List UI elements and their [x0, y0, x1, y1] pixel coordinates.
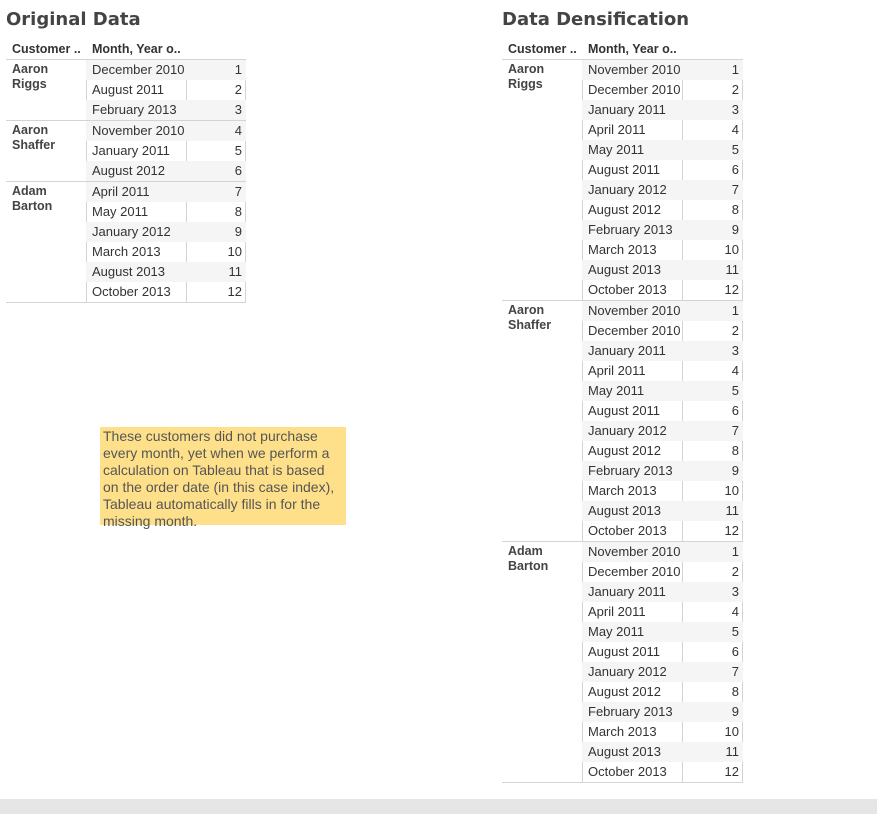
table-row[interactable] [582, 401, 743, 421]
customer-last-name: Riggs [508, 77, 543, 91]
customer-first-name: Adam [508, 544, 543, 558]
month-cell: November 2010 [588, 303, 681, 318]
table-row[interactable] [86, 262, 246, 282]
original-table-body [6, 59, 246, 303]
index-cell: 10 [724, 242, 739, 257]
index-cell: 10 [227, 244, 242, 259]
month-cell: December 2010 [588, 564, 681, 579]
table-row[interactable] [582, 100, 743, 120]
month-cell: November 2010 [588, 62, 681, 77]
month-cell: November 2010 [92, 123, 185, 138]
index-cell: 12 [724, 282, 739, 297]
month-cell: March 2013 [588, 483, 657, 498]
table-row[interactable] [582, 542, 743, 562]
index-cell: 6 [731, 403, 739, 418]
month-cell: August 2012 [588, 443, 662, 458]
month-cell: August 2011 [588, 644, 661, 659]
month-cell: December 2010 [588, 323, 681, 338]
month-cell: December 2010 [588, 82, 681, 97]
index-cell: 8 [731, 202, 739, 217]
table-row[interactable] [582, 361, 743, 381]
densified-table-body [502, 59, 743, 783]
month-cell: December 2010 [92, 62, 185, 77]
table-row[interactable] [582, 280, 743, 300]
table-row[interactable] [86, 222, 246, 242]
table-row[interactable] [582, 481, 743, 501]
index-cell: 1 [731, 544, 739, 559]
month-cell: February 2013 [588, 222, 673, 237]
month-cell: February 2013 [92, 102, 177, 117]
index-cell: 8 [731, 443, 739, 458]
customer-column-header[interactable]: Customer .. [12, 42, 81, 56]
customer-first-name: Aaron [12, 62, 49, 76]
month-column-header[interactable]: Month, Year o.. [588, 42, 677, 56]
table-row[interactable] [582, 441, 743, 461]
index-cell: 11 [725, 262, 739, 277]
month-column-header[interactable]: Month, Year o.. [92, 42, 181, 56]
table-row[interactable] [582, 501, 743, 521]
table-row[interactable] [86, 242, 246, 262]
month-cell: April 2011 [588, 122, 646, 137]
table-row[interactable] [86, 60, 246, 80]
index-cell: 12 [227, 284, 242, 299]
table-row[interactable] [582, 200, 743, 220]
month-cell: May 2011 [588, 383, 645, 398]
original-data-table[interactable] [6, 40, 246, 303]
table-row[interactable] [582, 160, 743, 180]
index-cell: 7 [731, 664, 739, 679]
month-cell: October 2013 [588, 282, 667, 297]
index-cell: 2 [731, 82, 739, 97]
table-row[interactable] [86, 141, 246, 161]
index-cell: 1 [731, 303, 739, 318]
month-cell: January 2012 [588, 423, 667, 438]
month-cell: January 2011 [588, 343, 666, 358]
month-cell: February 2013 [588, 704, 673, 719]
status-bar [0, 799, 877, 814]
month-cell: November 2010 [588, 544, 681, 559]
data-densification-title: Data Densification [502, 9, 690, 30]
index-cell: 9 [731, 463, 739, 478]
customer-name[interactable] [508, 303, 578, 333]
index-cell: 4 [731, 363, 739, 378]
table-row[interactable] [582, 301, 743, 321]
annotation-note: These customers did not purchase every month, yet when we perform a calculation on Tableau that is based on the order date (in this case index), Tableau automatically fills in for the missing month. [100, 427, 346, 525]
month-cell: August 2013 [588, 744, 662, 759]
table-row[interactable] [582, 421, 743, 441]
table-row[interactable] [582, 602, 743, 622]
customer-last-name: Shaffer [12, 138, 56, 152]
index-cell: 9 [731, 704, 739, 719]
customer-group [502, 60, 743, 300]
month-cell: April 2011 [588, 363, 646, 378]
index-cell: 6 [234, 163, 242, 178]
index-cell: 7 [234, 184, 242, 199]
densified-data-table[interactable] [502, 40, 743, 783]
table-row[interactable] [582, 622, 743, 642]
index-cell: 4 [731, 604, 739, 619]
index-cell: 7 [731, 423, 739, 438]
table-row[interactable] [86, 161, 246, 181]
index-cell: 1 [234, 62, 242, 77]
index-cell: 2 [731, 323, 739, 338]
customer-group [502, 300, 743, 541]
index-cell: 10 [724, 483, 739, 498]
month-cell: October 2013 [588, 523, 667, 538]
customer-group [6, 120, 246, 181]
customer-name[interactable] [12, 62, 82, 92]
original-data-title: Original Data [6, 9, 141, 30]
index-cell: 11 [228, 264, 242, 279]
customer-first-name: Adam [12, 184, 47, 198]
index-cell: 7 [731, 182, 739, 197]
table-row[interactable] [582, 120, 743, 140]
table-row[interactable] [582, 642, 743, 662]
customer-group [6, 60, 246, 120]
month-cell: August 2013 [92, 264, 166, 279]
month-cell: February 2013 [588, 463, 673, 478]
customer-name[interactable] [12, 184, 82, 214]
month-cell: January 2012 [92, 224, 171, 239]
month-cell: August 2013 [588, 262, 662, 277]
customer-name[interactable] [508, 62, 578, 92]
month-cell: April 2011 [588, 604, 646, 619]
table-row[interactable] [582, 762, 743, 782]
index-cell: 5 [731, 383, 739, 398]
index-cell: 3 [731, 343, 739, 358]
table-row[interactable] [582, 321, 743, 341]
table-row[interactable] [582, 341, 743, 361]
index-cell: 5 [234, 143, 242, 158]
month-cell: March 2013 [588, 242, 657, 257]
table-row[interactable] [582, 80, 743, 100]
month-cell: January 2011 [588, 102, 666, 117]
month-cell: May 2011 [92, 204, 149, 219]
table-row[interactable] [582, 60, 743, 80]
month-cell: January 2012 [588, 182, 667, 197]
customer-column-header[interactable]: Customer .. [508, 42, 577, 56]
index-cell: 11 [725, 503, 739, 518]
customer-first-name: Aaron [508, 62, 545, 76]
index-cell: 3 [731, 102, 739, 117]
customer-name[interactable] [12, 123, 82, 153]
month-cell: August 2012 [588, 684, 662, 699]
index-cell: 6 [731, 644, 739, 659]
index-cell: 8 [731, 684, 739, 699]
index-cell: 1 [731, 62, 739, 77]
table-row[interactable] [582, 562, 743, 582]
customer-first-name: Aaron [12, 123, 49, 137]
index-cell: 5 [731, 624, 739, 639]
table-row[interactable] [86, 100, 246, 120]
index-cell: 2 [234, 82, 242, 97]
month-cell: August 2011 [588, 403, 661, 418]
month-cell: May 2011 [588, 142, 645, 157]
index-cell: 5 [731, 142, 739, 157]
customer-first-name: Aaron [508, 303, 545, 317]
customer-group [6, 181, 246, 302]
month-cell: January 2011 [588, 584, 666, 599]
index-cell: 4 [234, 123, 242, 138]
densified-header-row [502, 40, 743, 59]
table-row[interactable] [86, 182, 246, 202]
customer-name[interactable] [508, 544, 578, 574]
index-cell: 6 [731, 162, 739, 177]
index-cell: 4 [731, 122, 739, 137]
customer-last-name: Riggs [12, 77, 47, 91]
table-row[interactable] [582, 582, 743, 602]
month-cell: March 2013 [92, 244, 161, 259]
index-cell: 11 [725, 744, 739, 759]
month-cell: April 2011 [92, 184, 150, 199]
table-row[interactable] [582, 140, 743, 160]
table-row[interactable] [582, 180, 743, 200]
customer-last-name: Barton [508, 559, 549, 573]
customer-last-name: Shaffer [508, 318, 552, 332]
month-cell: October 2013 [92, 284, 171, 299]
index-cell: 3 [234, 102, 242, 117]
index-cell: 9 [234, 224, 242, 239]
table-row[interactable] [582, 742, 743, 762]
index-cell: 9 [731, 222, 739, 237]
table-row[interactable] [582, 702, 743, 722]
table-row[interactable] [86, 202, 246, 222]
table-row[interactable] [582, 722, 743, 742]
month-cell: August 2012 [92, 163, 166, 178]
table-row[interactable] [582, 461, 743, 481]
index-cell: 12 [724, 523, 739, 538]
month-cell: January 2012 [588, 664, 667, 679]
table-row[interactable] [582, 521, 743, 541]
month-cell: August 2011 [588, 162, 661, 177]
table-row[interactable] [582, 662, 743, 682]
month-cell: May 2011 [588, 624, 645, 639]
index-cell: 2 [731, 564, 739, 579]
month-cell: August 2012 [588, 202, 662, 217]
table-row[interactable] [86, 282, 246, 302]
table-row[interactable] [86, 80, 246, 100]
month-cell: October 2013 [588, 764, 667, 779]
customer-group [502, 541, 743, 782]
month-cell: August 2013 [588, 503, 662, 518]
index-cell: 8 [234, 204, 242, 219]
table-row[interactable] [582, 682, 743, 702]
table-row[interactable] [582, 240, 743, 260]
table-row[interactable] [582, 381, 743, 401]
original-header-row [6, 40, 246, 59]
month-cell: January 2011 [92, 143, 170, 158]
table-row[interactable] [582, 220, 743, 240]
index-cell: 12 [724, 764, 739, 779]
customer-last-name: Barton [12, 199, 53, 213]
month-cell: March 2013 [588, 724, 657, 739]
index-cell: 3 [731, 584, 739, 599]
index-cell: 10 [724, 724, 739, 739]
table-row[interactable] [86, 121, 246, 141]
month-cell: August 2011 [92, 82, 165, 97]
table-row[interactable] [582, 260, 743, 280]
